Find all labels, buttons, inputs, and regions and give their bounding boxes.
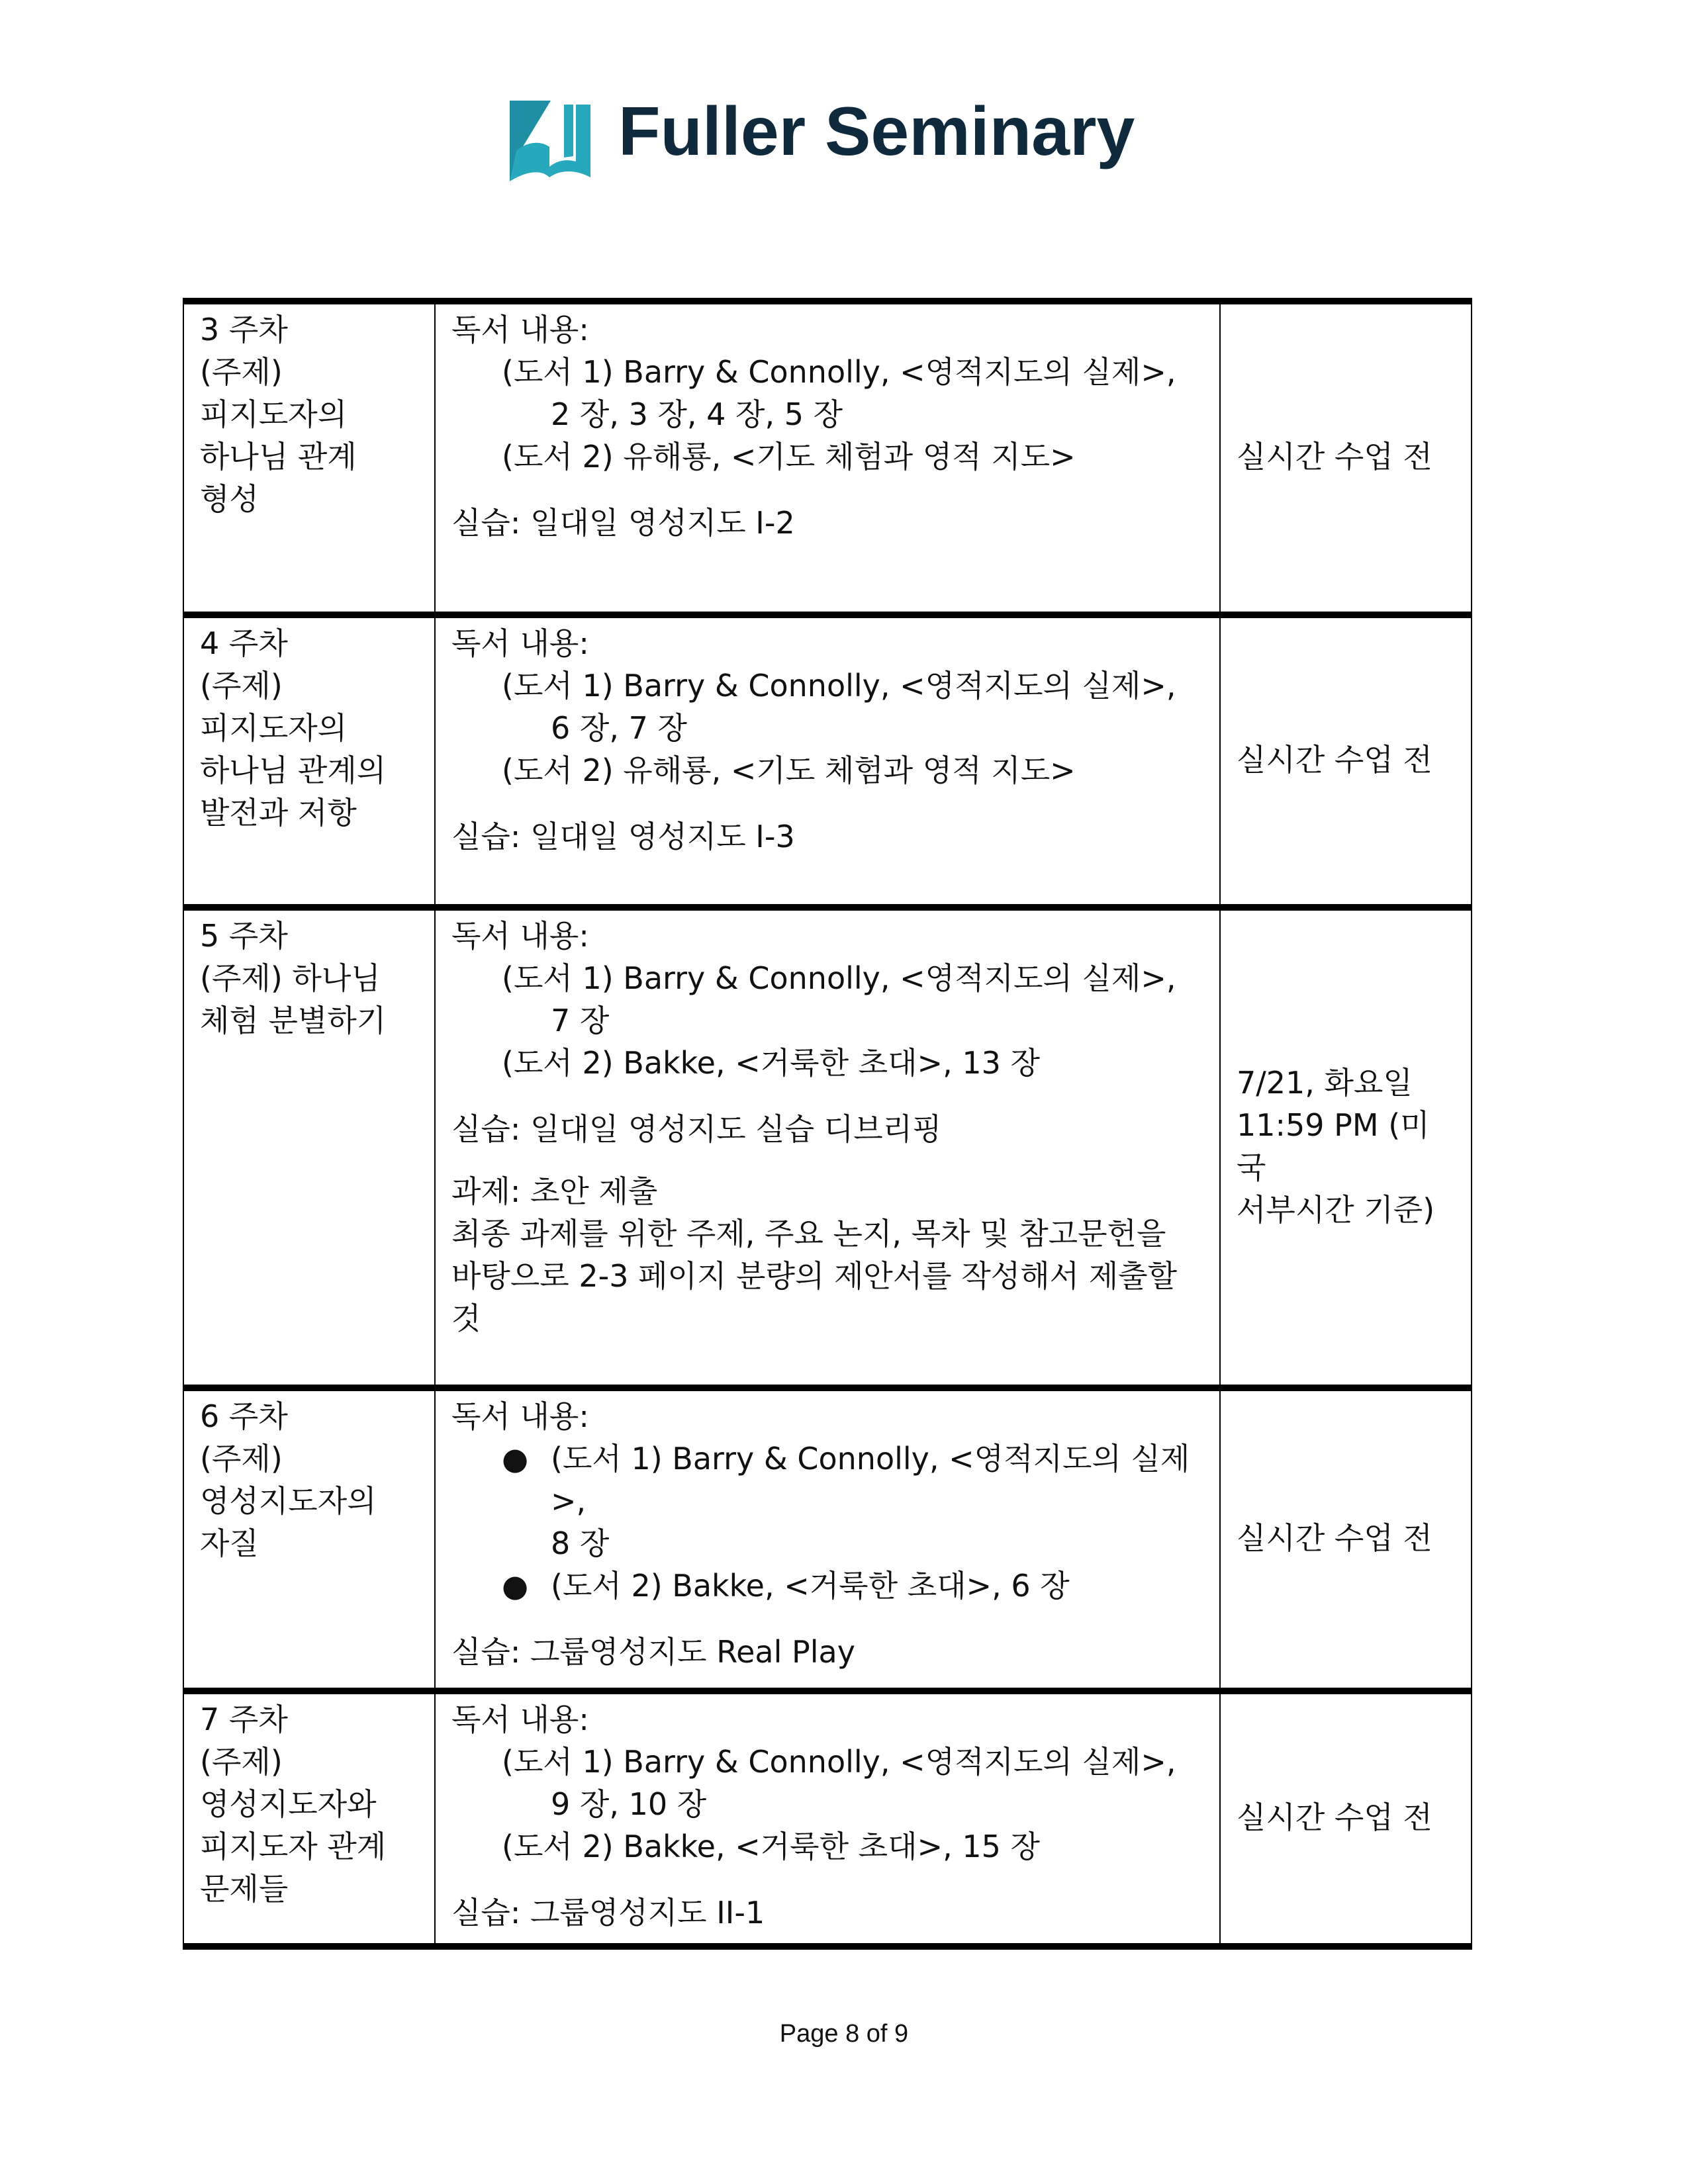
topic-line: 발전과 저항	[200, 795, 357, 831]
topic-label: (주제)	[200, 1441, 283, 1477]
week-label: 7 주차	[200, 1702, 288, 1737]
book1-chapters: 7 장	[551, 1003, 610, 1038]
week-label: 3 주차	[200, 312, 288, 347]
assignment-label: 과제: 초안 제출	[451, 1173, 658, 1209]
table-row	[183, 301, 1472, 615]
topic-line: (주제) 하나님	[200, 960, 381, 996]
week-label: 6 주차	[200, 1398, 288, 1434]
fuller-seminary-logo	[507, 93, 1202, 185]
due-cell	[1220, 1388, 1472, 1691]
reading-label: 독서 내용:	[451, 312, 589, 347]
week-cell	[183, 1388, 435, 1691]
table-row	[183, 615, 1472, 907]
book1-line: (도서 1) Barry & Connolly, <영적지도의 실제>,	[502, 960, 1176, 996]
topic-line: 문제들	[200, 1871, 289, 1907]
content-cell	[435, 1388, 1220, 1691]
practice-line: 실습: 일대일 영성지도 I-3	[451, 819, 795, 854]
book-icon	[507, 98, 593, 184]
due-text: 실시간 수업 전	[1237, 742, 1432, 778]
due-timezone: 서부시간 기준)	[1237, 1192, 1435, 1228]
assignment-text: 것	[451, 1300, 481, 1336]
topic-line: 피지도자 관계	[200, 1829, 387, 1864]
week-cell	[183, 615, 435, 907]
book1-line: (도서 1) Barry & Connolly, <영적지도의 실제>,	[502, 1744, 1176, 1780]
due-cell	[1220, 907, 1472, 1388]
book2-line: (도서 2) 유해룡, <기도 체험과 영적 지도>	[502, 439, 1076, 475]
bullet-icon: ●	[502, 1568, 529, 1604]
content-cell	[435, 615, 1220, 907]
content-cell	[435, 301, 1220, 615]
week-label: 5 주차	[200, 918, 288, 954]
reading-label: 독서 내용:	[451, 918, 589, 954]
table-row	[183, 1388, 1472, 1691]
page-number: Page 8 of 9	[779, 2020, 909, 2048]
topic-line: 형성	[200, 481, 259, 517]
book2-line: (도서 2) 유해룡, <기도 체험과 영적 지도>	[502, 752, 1076, 788]
reading-label: 독서 내용:	[451, 1398, 589, 1434]
book1-chapters: 8 장	[551, 1525, 610, 1561]
book1-chapters: 9 장, 10 장	[551, 1786, 707, 1822]
list-item	[451, 1437, 1203, 1522]
topic-label: (주제)	[200, 668, 283, 704]
practice-line: 실습: 그룹영성지도 II-1	[451, 1895, 765, 1931]
week-cell	[183, 301, 435, 615]
practice-line: 실습: 그룹영성지도 Real Play	[451, 1634, 855, 1670]
course-schedule-table	[183, 298, 1472, 1950]
due-text: 실시간 수업 전	[1237, 439, 1432, 475]
topic-label: (주제)	[200, 1744, 283, 1780]
topic-line: 영성지도자와	[200, 1786, 377, 1822]
book2-line: (도서 2) Bakke, <거룩한 초대>, 13 장	[502, 1045, 1040, 1081]
book2-line: (도서 2) Bakke, <거룩한 초대>, 15 장	[502, 1829, 1040, 1864]
topic-line: 하나님 관계의	[200, 752, 387, 788]
week-label: 4 주차	[200, 625, 288, 661]
content-cell	[435, 907, 1220, 1388]
logo-text: Fuller Seminary	[618, 93, 1135, 170]
due-time: 11:59 PM (미국	[1237, 1107, 1430, 1185]
topic-line: 피지도자의	[200, 710, 348, 746]
topic-line: 체험 분별하기	[200, 1003, 387, 1038]
week-cell	[183, 907, 435, 1388]
topic-line: 영성지도자의	[200, 1483, 377, 1519]
book1-line: (도서 1) Barry & Connolly, <영적지도의 실제>,	[502, 668, 1176, 704]
practice-line: 실습: 일대일 영성지도 실습 디브리핑	[451, 1111, 942, 1147]
due-cell	[1220, 1691, 1472, 1946]
table-row	[183, 1691, 1472, 1946]
list-item	[451, 1565, 1203, 1607]
table-row	[183, 907, 1472, 1388]
book1-chapters: 6 장, 7 장	[551, 710, 687, 746]
topic-line: 하나님 관계	[200, 439, 357, 475]
due-cell	[1220, 615, 1472, 907]
due-cell	[1220, 301, 1472, 615]
reading-label: 독서 내용:	[451, 625, 589, 661]
book1-line: (도서 1) Barry & Connolly, <영적지도의 실제>,	[551, 1441, 1190, 1519]
assignment-text: 최종 과제를 위한 주제, 주요 논지, 목차 및 참고문헌을	[451, 1216, 1166, 1251]
book1-chapters: 2 장, 3 장, 4 장, 5 장	[551, 396, 843, 432]
reading-label: 독서 내용:	[451, 1702, 589, 1737]
topic-line: 피지도자의	[200, 396, 348, 432]
assignment-text: 바탕으로 2-3 페이지 분량의 제안서를 작성해서 제출할	[451, 1258, 1178, 1294]
week-cell	[183, 1691, 435, 1946]
book2-line: (도서 2) Bakke, <거룩한 초대>, 6 장	[551, 1568, 1070, 1604]
topic-label: (주제)	[200, 354, 283, 390]
due-text: 실시간 수업 전	[1237, 1799, 1432, 1835]
bullet-icon: ●	[502, 1441, 529, 1477]
content-cell	[435, 1691, 1220, 1946]
due-date: 7/21, 화요일	[1237, 1065, 1413, 1101]
book1-line: (도서 1) Barry & Connolly, <영적지도의 실제>,	[502, 354, 1176, 390]
practice-line: 실습: 일대일 영성지도 I-2	[451, 505, 795, 541]
due-text: 실시간 수업 전	[1237, 1520, 1432, 1556]
topic-line: 자질	[200, 1525, 259, 1561]
